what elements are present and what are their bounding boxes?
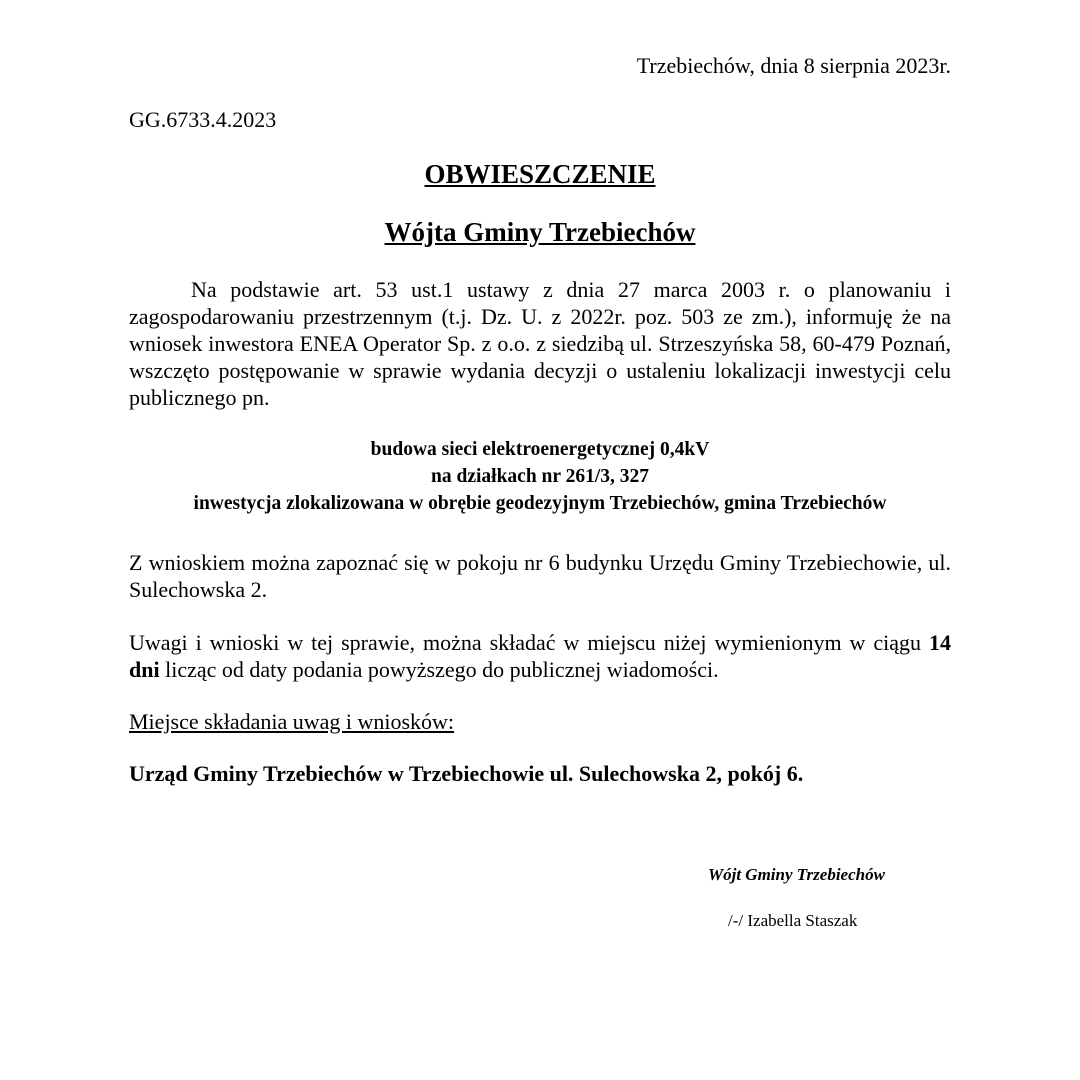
remarks-text-after: licząc od daty podania powyższego do publicznej wiadomości.	[159, 657, 719, 682]
intro-paragraph: Na podstawie art. 53 ust.1 ustawy z dnia 27 marca 2003 r. o planowaniu i zagospodarowaniu przestrzennym (t.j. Dz. U. z 2022r. poz. 503 ze zm.), informuję że na wniosek inwestora ENEA Operator Sp. z o.o. z siedzibą ul. Strzeszyńska 58, 60-479 Poznań, wszczęto postępowanie w sprawie wydania decyzji o ustaleniu lokalizacji inwestycji celu publicznego pn.	[129, 277, 951, 410]
remarks-text-before: Uwagi i wnioski w tej sprawie, można składać w miejscu niżej wymienionym w ciągu	[129, 630, 929, 655]
signature-name: /-/ Izabella Staszak	[728, 911, 858, 930]
investment-line-1: budowa sieci elektroenergetycznej 0,4kV	[370, 439, 710, 460]
document-title: OBWIESZCZENIE	[424, 159, 656, 189]
place-label: Miejsce składania uwag i wniosków:	[129, 709, 455, 734]
remarks-deadline: 14 dni	[129, 630, 951, 682]
access-paragraph: Z wnioskiem można zapoznać się w pokoju nr 6 budynku Urzędu Gminy Trzebiechowie, ul. Sulechowska 2.	[129, 550, 951, 602]
remarks-paragraph	[129, 629, 951, 683]
place-address: Urząd Gminy Trzebiechów w Trzebiechowie ul. Sulechowska 2, pokój 6.	[129, 761, 804, 786]
reference-number: GG.6733.4.2023	[129, 107, 277, 132]
place-date: Trzebiechów, dnia 8 sierpnia 2023r.	[636, 53, 951, 78]
investment-description	[0, 436, 1080, 517]
investment-line-2: na działkach nr 261/3, 327	[431, 466, 649, 487]
document-subtitle: Wójta Gminy Trzebiechów	[384, 217, 696, 247]
signature-title: Wójt Gminy Trzebiechów	[708, 865, 885, 884]
investment-line-3: inwestycja zlokalizowana w obrębie geodezyjnym Trzebiechów, gmina Trzebiechów	[193, 493, 887, 514]
